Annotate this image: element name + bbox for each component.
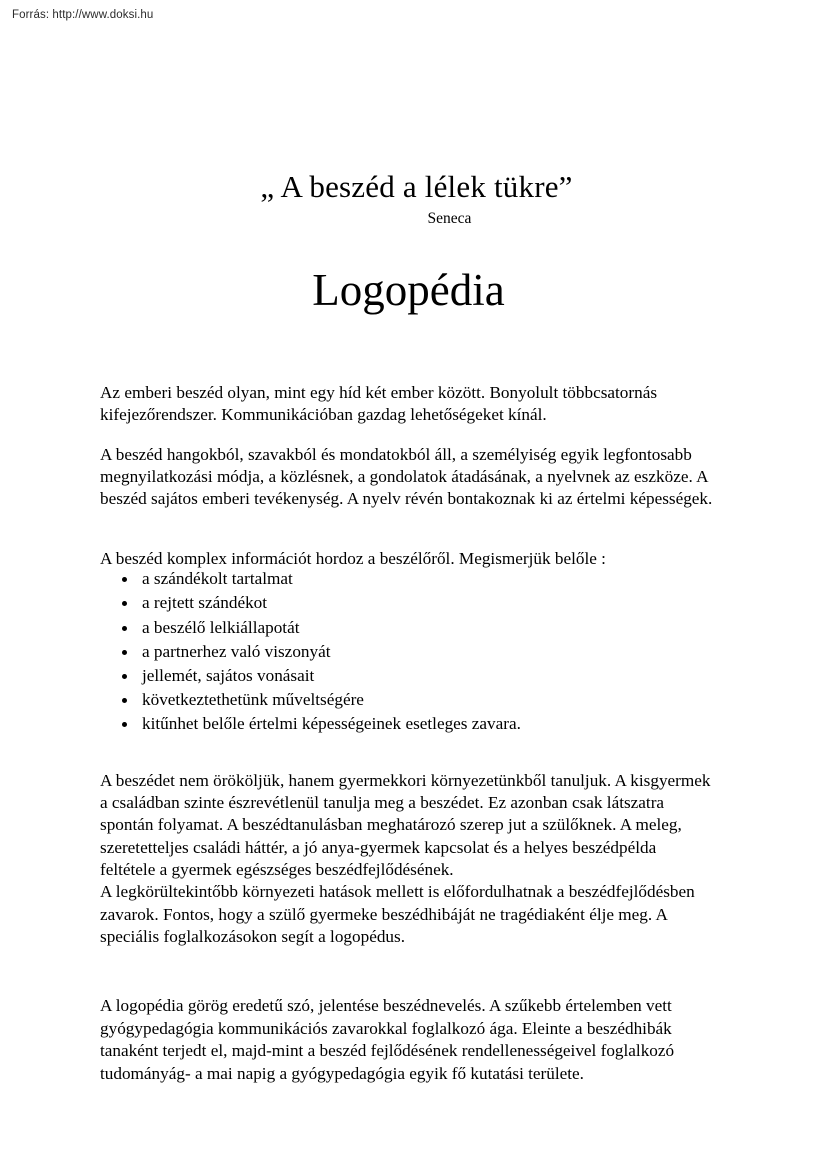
bullet-dot-icon <box>122 722 127 727</box>
title-block <box>0 170 827 316</box>
list-item <box>100 619 714 636</box>
epigraph-author: Seneca <box>427 210 472 228</box>
list-intro-text: A beszéd komplex információt hordoz a beszélőről. Megismerjük belőle : <box>100 548 606 568</box>
list-item <box>100 667 714 684</box>
bullet-dot-icon <box>122 626 127 631</box>
paragraph-speech-disorders: A legkörültekintőbb környezeti hatások mellett is előfordulhatnak a beszédfejlődésben zavarok. Fontos, hogy a szülő gyermeke beszédhibáját ne tragédiaként élje meg. A speciális foglalkozásokon segít a logopédus. <box>100 882 695 947</box>
paragraph-logopedia-definition: A logopédia görög eredetű szó, jelentése beszédnevelés. A szűkebb értelemben vett gyógypedagógia kommunikációs zavarokkal foglalkozó ága. Eleinte a beszédhibák tanaként terjedt el, majd-mint a beszéd fejlődésének rendellenességeivel foglalkozó tudományág- a mai napig a gyógypedagógia egyik fő kutatási területe. <box>100 996 675 1083</box>
paragraph-intro: Az emberi beszéd olyan, mint egy híd két ember között. Bonyolult többcsatornás kifejezőrendszer. Kommunikációban gazdag lehetőségeket kínál. <box>100 383 658 425</box>
bullet-dot-icon <box>122 674 127 679</box>
spacer <box>100 740 714 770</box>
bullet-dot-icon <box>122 577 127 582</box>
list-item-label: a partnerhez való viszonyát <box>142 641 331 661</box>
bullet-dot-icon <box>122 601 127 606</box>
list-item-label: a rejtett szándékot <box>142 593 268 613</box>
list-item-label: a szándékolt tartalmat <box>142 569 293 589</box>
speech-information-list <box>100 570 714 732</box>
list-item <box>100 570 714 587</box>
list-item-label: a beszélő lelkiállapotát <box>142 617 300 637</box>
epigraph-quote: „ A beszéd a lélek tükre” <box>260 169 573 204</box>
page-title: Logopédia <box>312 265 505 316</box>
source-watermark: Forrás: http://www.doksi.hu <box>12 9 154 21</box>
paragraph-speech-definition: A beszéd hangokból, szavakból és mondatokból áll, a személyiség egyik legfontosabb megnyilatkozási módja, a közlésnek, a gondolatok átadásának, a nyelvnek az eszköze. A beszéd sajátos emberi tevékenység. A nyelv révén bontakoznak ki az értelmi képességek. <box>100 444 713 509</box>
document-body <box>100 382 714 1102</box>
list-item-label: jellemét, sajátos vonásait <box>142 665 315 685</box>
list-item <box>100 715 714 732</box>
bullet-dot-icon <box>122 698 127 703</box>
paragraph-speech-learning: A beszédet nem örököljük, hanem gyermekkori környezetünkből tanuljuk. A kisgyermek a családban szinte észrevétlenül tanulja meg a beszédet. Ez azonban csak látszatra spontán folyamat. A beszédtanulásban meghatározó szerep jut a szülőknek. A meleg, szeretetteljes családi háttér, a jó anya-gyermek kapcsolat és a helyes beszédpélda feltétele a gyermek egészséges beszédfejlődésének. <box>100 770 711 880</box>
bullet-dot-icon <box>122 650 127 655</box>
list-item <box>100 643 714 660</box>
list-item-label: kitűnhet belőle értelmi képességeinek esetleges zavara. <box>142 714 521 734</box>
spacer <box>100 965 714 995</box>
list-item <box>100 594 714 611</box>
list-item <box>100 691 714 708</box>
spacer <box>100 528 714 548</box>
list-item-label: következtethetünk műveltségére <box>142 690 364 710</box>
